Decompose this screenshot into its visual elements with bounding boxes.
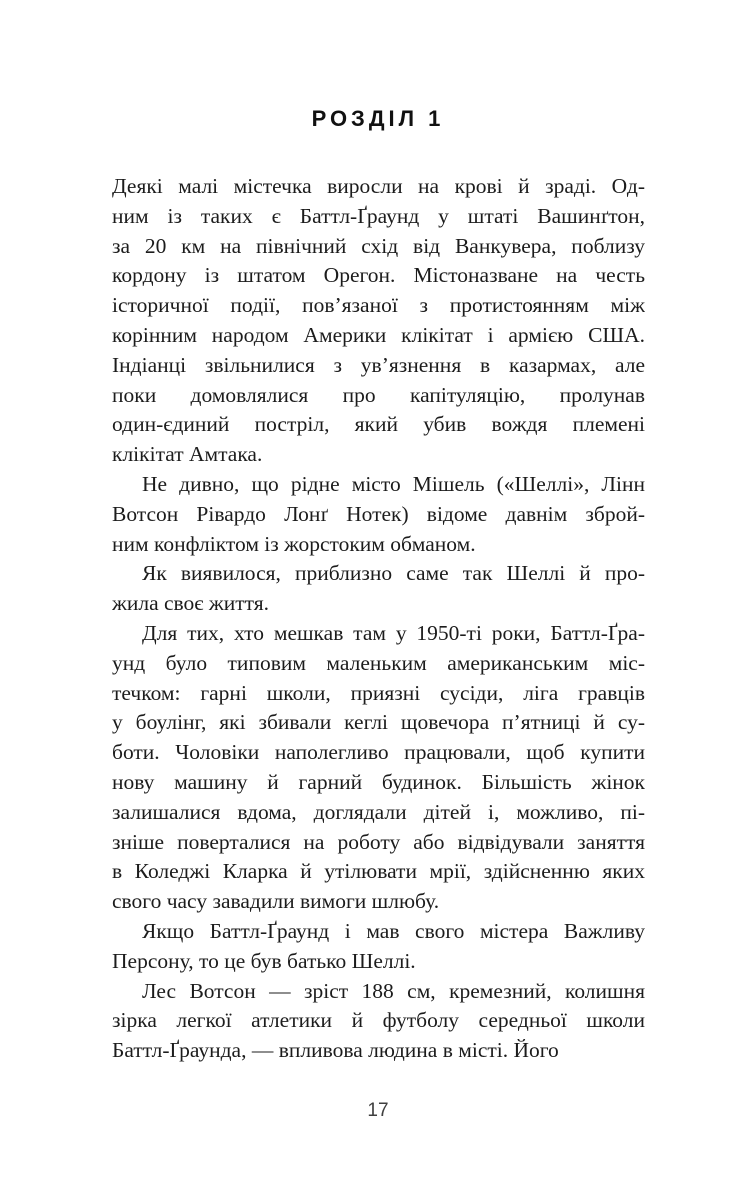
text-line: жила своє життя. <box>112 591 270 616</box>
text-line: один-єдиний постріл, який убив вождя племені <box>112 412 645 437</box>
paragraph <box>112 559 645 619</box>
text-line: нову машину й гарний будинок. Більшість жінок <box>112 769 645 794</box>
text-line: поки домовлялися про капітуляцію, пролунав <box>112 382 645 407</box>
page-number: 17 <box>367 1100 389 1121</box>
text-line: унд було типовим маленьким американським міс- <box>112 650 645 675</box>
text-line: зніше поверталися на роботу або відвідували заняття <box>112 829 645 854</box>
text-line: Лес Вотсон — зріст 188 см, кремезний, колишня <box>142 978 645 1003</box>
text-line: за 20 км на північний схід від Ванкувера, поблизу <box>112 233 645 258</box>
text-line: ним із таких є Баттл-Ґраунд у штаті Вашинґтон, <box>112 203 645 228</box>
text-line: зірка легкої атлетики й футболу середньої школи <box>112 1008 645 1033</box>
text-line: Якщо Баттл-Ґраунд і мав свого містера Важливу <box>142 918 645 943</box>
text-line: в Коледжі Кларка й утілювати мрії, здійсненню яких <box>112 859 645 884</box>
text-line: залишалися вдома, доглядали дітей і, можливо, пі- <box>112 799 645 824</box>
text-line: Персону, то це був батько Шеллі. <box>112 948 416 973</box>
paragraph <box>112 619 645 917</box>
text-line: боти. Чоловіки наполегливо працювали, щоб купити <box>112 740 645 765</box>
text-line: історичної події, пов’язаної з протистоянням між <box>112 293 645 318</box>
paragraph <box>112 977 645 1066</box>
text-line: кордону із штатом Орегон. Містоназване на честь <box>112 263 645 288</box>
text-line: Не дивно, що рідне місто Мішель («Шеллі», Лінн <box>142 471 645 496</box>
text-line: Як виявилося, приблизно саме так Шеллі й про- <box>142 561 645 586</box>
body-text <box>112 172 645 1066</box>
paragraph <box>112 470 645 559</box>
text-line: Вотсон Рівардо Лонґ Нотек) відоме давнім зброй- <box>112 501 645 526</box>
text-line: течком: гарні школи, приязні сусіди, ліга гравців <box>112 680 645 705</box>
text-line: Деякі малі містечка виросли на крові й зраді. Од- <box>112 174 645 198</box>
paragraph <box>112 172 645 470</box>
text-line: Індіанці звільнилися з ув’язнення в казармах, але <box>112 352 645 377</box>
text-line: Баттл-Ґраунда, — впливова людина в місті. Його <box>112 1038 559 1063</box>
paragraph <box>112 917 645 977</box>
text-line: корінним народом Америки клікітат і армією США. <box>112 322 645 347</box>
text-line: ним конфліктом із жорстоким обманом. <box>112 531 476 556</box>
text-line: Для тих, хто мешкав там у 1950-ті роки, Баттл-Ґра- <box>142 620 645 645</box>
chapter-heading: РОЗДІЛ 1 <box>311 106 445 131</box>
text-line: у боулінг, які збивали кеглі щовечора п’ятниці й су- <box>112 710 645 735</box>
text-line: клікітат Амтака. <box>112 442 263 467</box>
text-line: свого часу завадили вимоги шлюбу. <box>112 889 440 914</box>
